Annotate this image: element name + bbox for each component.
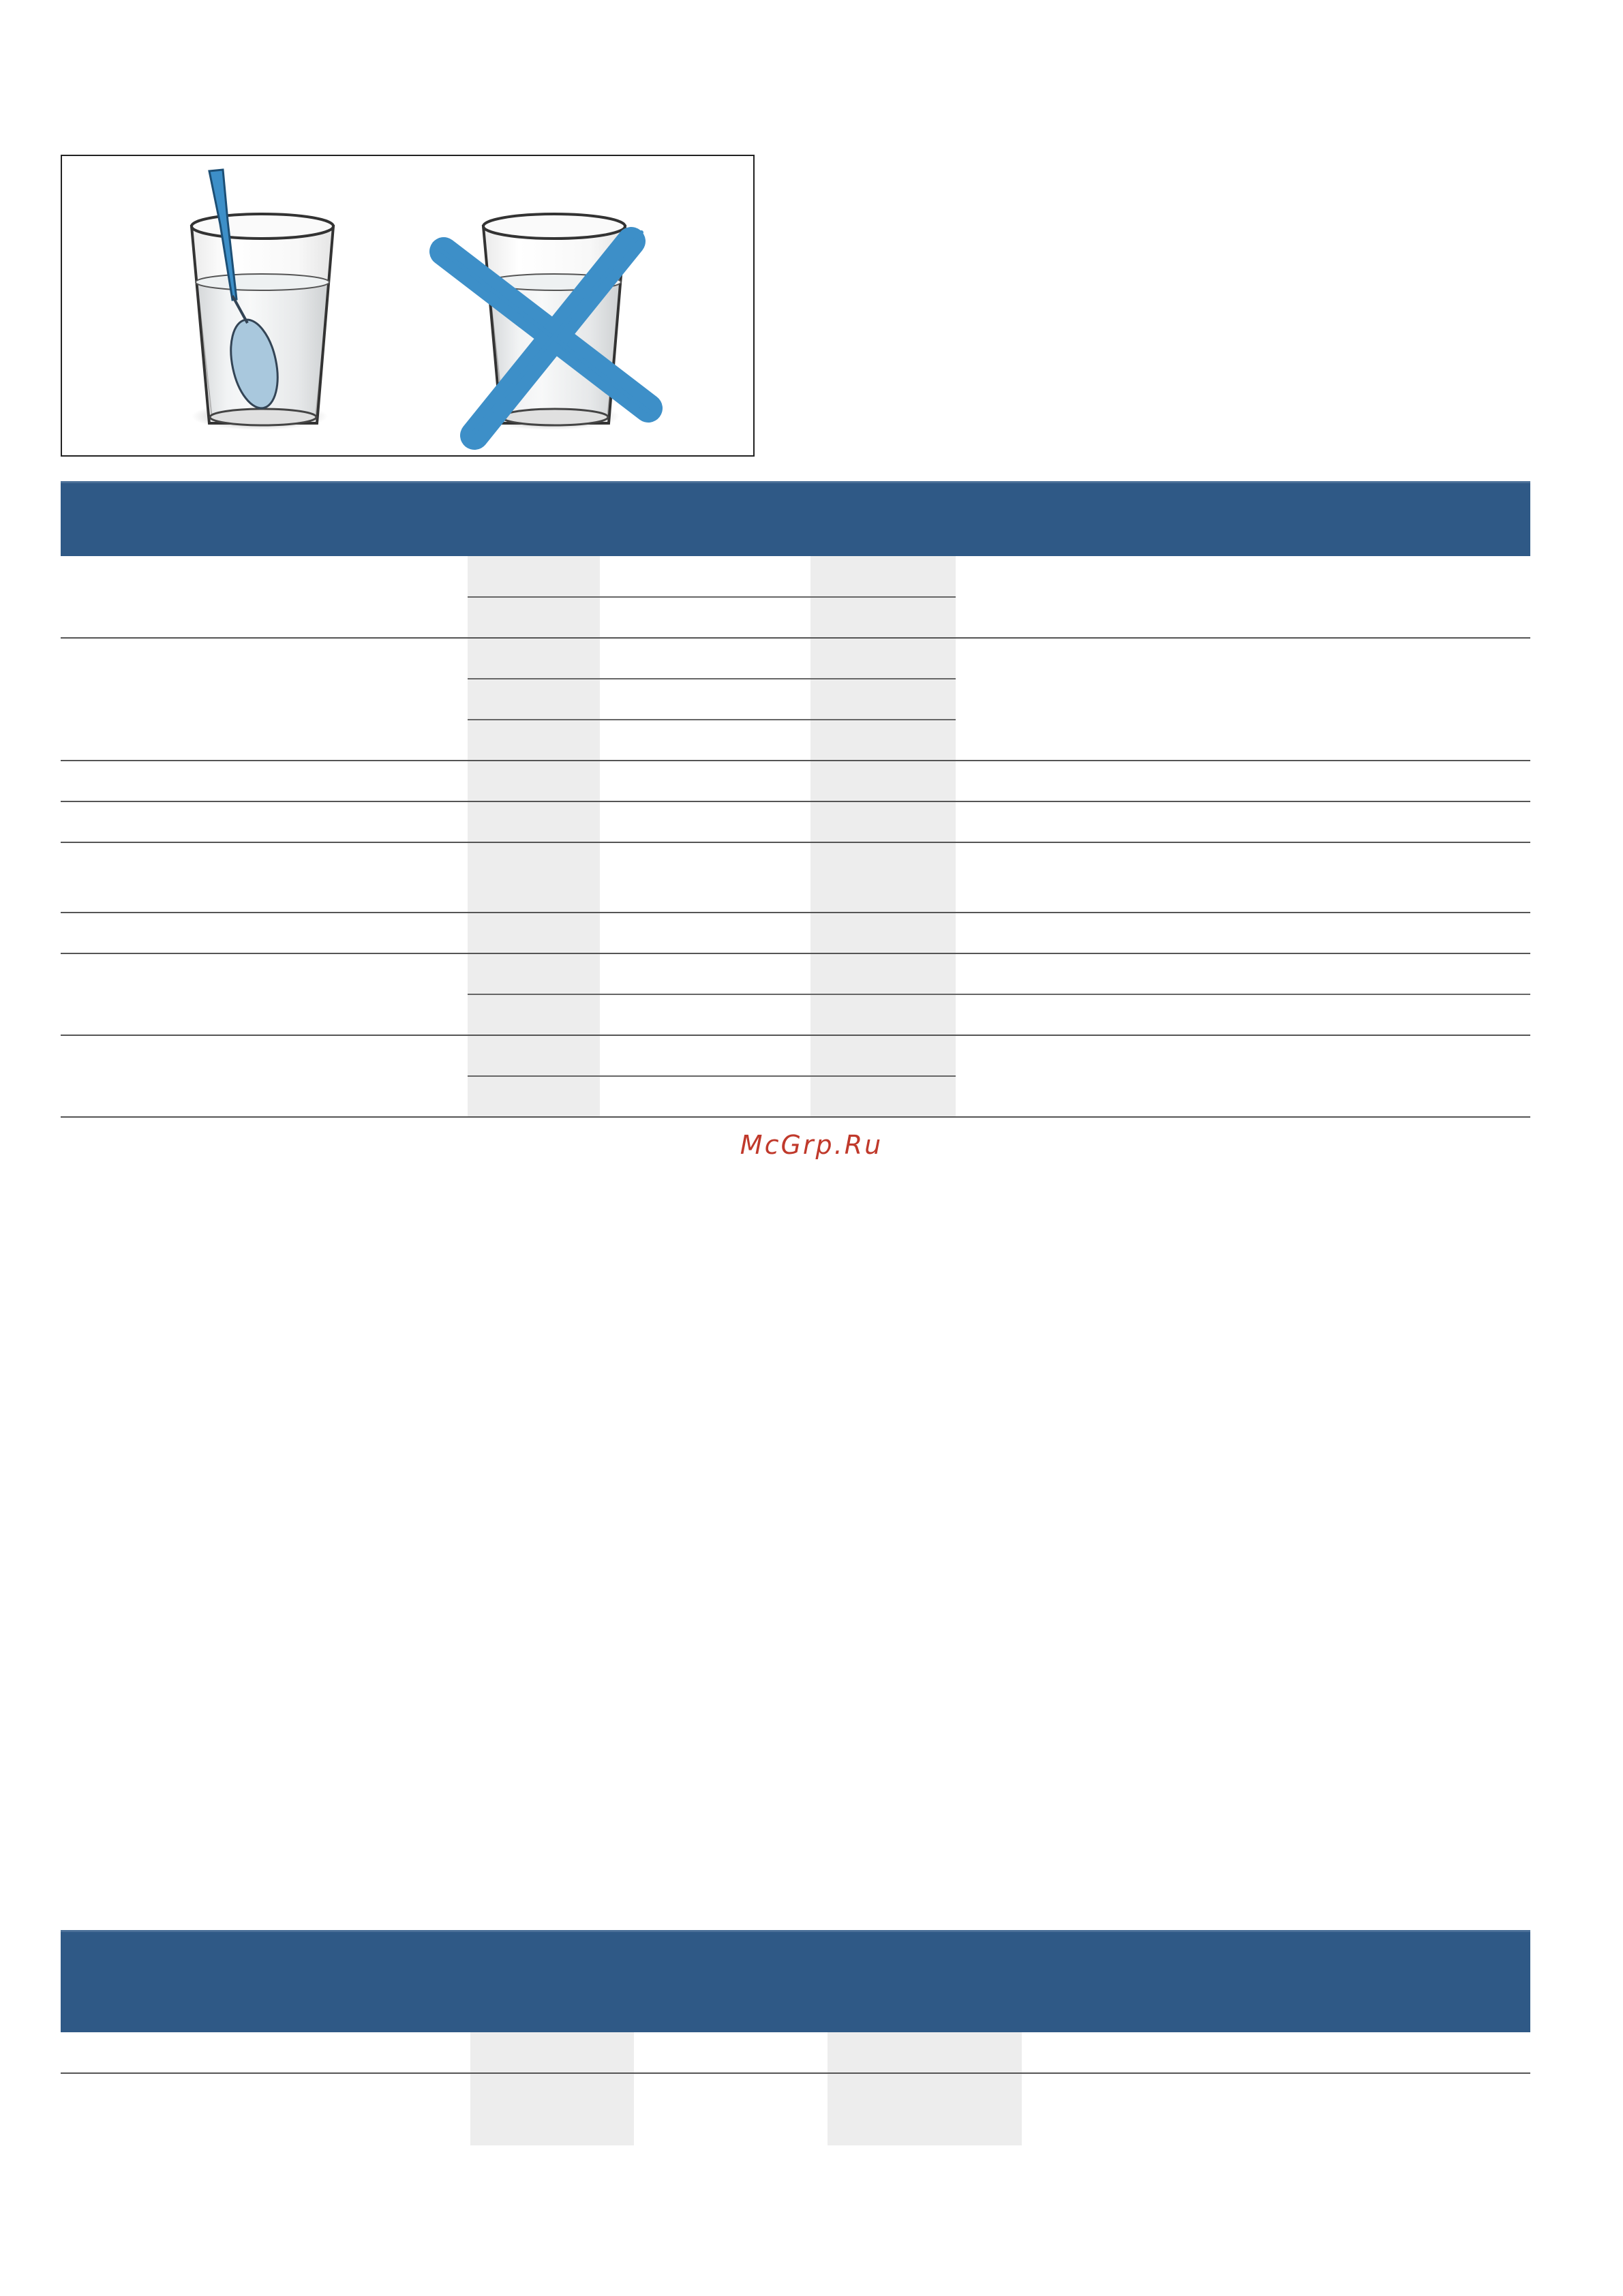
table1-header (61, 481, 1530, 556)
table1-subrow-divider (468, 596, 956, 598)
table1-bottom-border (61, 1116, 1530, 1118)
table1-row-divider (61, 1035, 1530, 1036)
table1-subrow-divider (468, 678, 956, 679)
watermark-text: McGrp.Ru (740, 1130, 883, 1160)
table1-column-shade-a (468, 556, 600, 1116)
table1-row-divider (61, 760, 1530, 761)
table2-header (61, 1930, 1530, 2032)
table1-column-shade-b (810, 556, 956, 1116)
glass-with-spoon-icon (192, 170, 333, 430)
glass-crossed-out-icon (436, 214, 655, 442)
table1-row-divider (61, 912, 1530, 913)
table2-row-divider (61, 2072, 1530, 2074)
table1-row-divider (61, 801, 1530, 802)
table1-row-divider (61, 842, 1530, 843)
illustration-frame (61, 155, 755, 457)
table1-row-divider (61, 637, 1530, 639)
table1-subrow-divider (468, 1075, 956, 1077)
table1-subrow-divider (468, 719, 956, 720)
table2-column-shade-a (470, 2032, 634, 2145)
table1-row-divider (61, 953, 1530, 954)
table2-column-shade-b (828, 2032, 1022, 2145)
table1-subrow-divider (468, 994, 1530, 995)
glass-illustration (62, 156, 753, 455)
